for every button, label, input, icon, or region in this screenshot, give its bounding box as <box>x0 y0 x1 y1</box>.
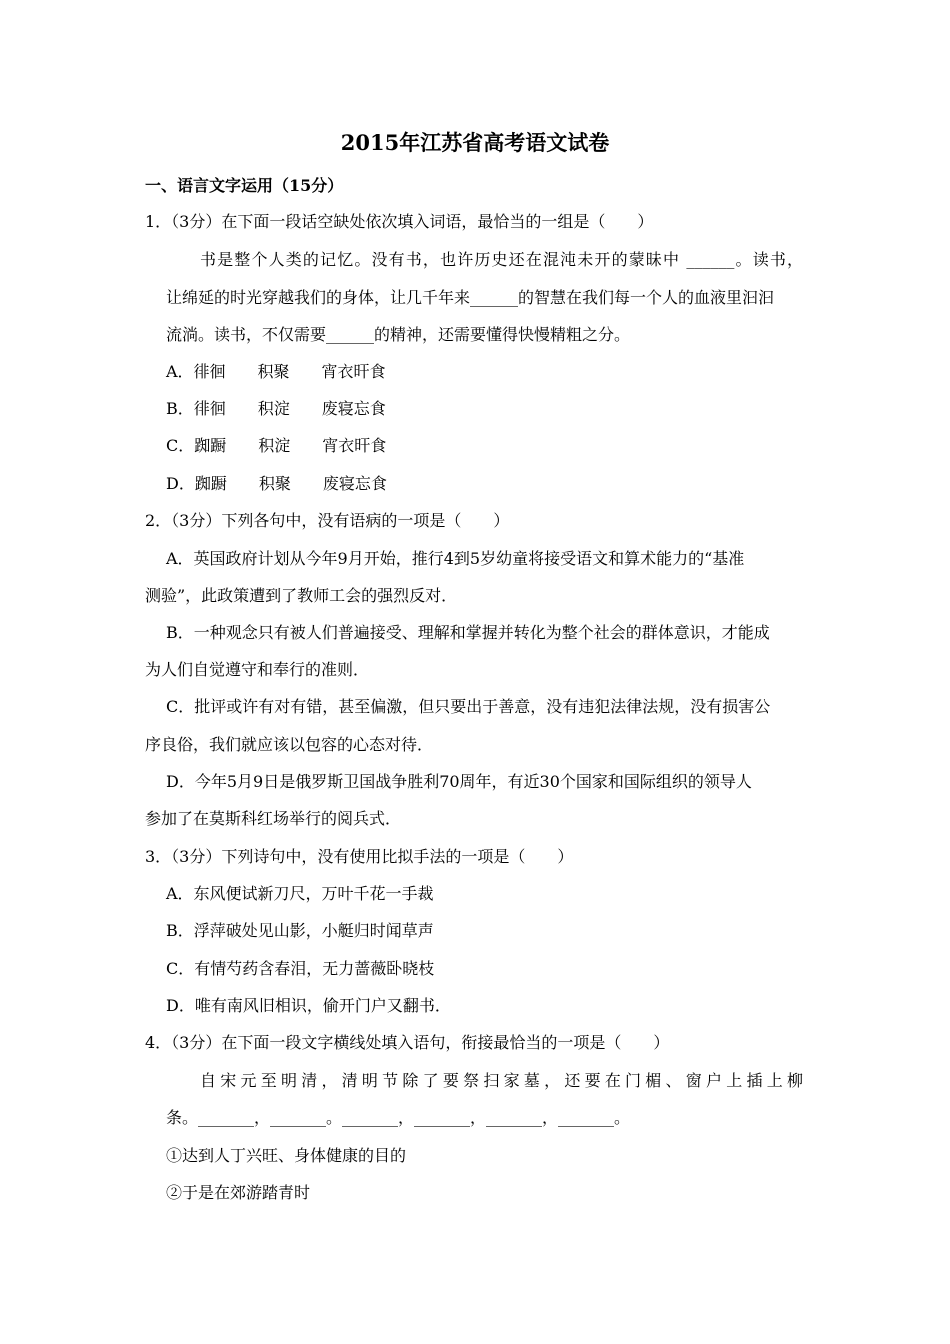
question-1-passage-line: 让绵延的时光穿越我们的身体，让几千年来______的智慧在我们每一个人的血液里汩汩 <box>166 288 775 307</box>
question-4-passage-line: 条。_______，_______。_______，_______，_______，_______。 <box>166 1108 631 1127</box>
question-1-passage-line: 书是整个人类的记忆。没有书，也许历史还在混沌未开的蒙昧中 ______。读书， <box>200 250 803 269</box>
question-2-option-d-cont: 参加了在莫斯科红场举行的阅兵式． <box>145 809 402 828</box>
question-2-option-a-cont: 测验”，此政策遭到了教师工会的强烈反对． <box>145 586 458 605</box>
question-2-option-c: C．批评或许有对有错，甚至偏激，但只要出于善意，没有违犯法律法规，没有损害公 <box>166 697 771 716</box>
question-1-passage-line: 流淌。读书，不仅需要______的精神，还需要懂得快慢精粗之分。 <box>166 325 631 344</box>
question-3-option-c: C．有情芍药含春泪，无力蔷薇卧晓枝 <box>166 959 435 978</box>
question-1-stem: 1．（3分）在下面一段话空缺处依次填入词语，最恰当的一组是（ ） <box>145 212 654 231</box>
question-3-option-a: A．东风便试新刀尺，万叶千花一手裁 <box>166 884 434 903</box>
question-3-option-b: B．浮萍破处见山影，小艇归时闻草声 <box>166 921 434 940</box>
section-heading: 一、语言文字运用（15分） <box>145 176 344 195</box>
question-2-stem: 2．（3分）下列各句中，没有语病的一项是（ ） <box>145 511 510 530</box>
question-1-option-b: B．徘徊 积淀 废寝忘食 <box>166 399 386 418</box>
question-4-stem: 4．（3分）在下面一段文字横线处填入语句，衔接最恰当的一项是（ ） <box>145 1033 670 1052</box>
question-3-option-d: D．唯有南风旧相识，偷开门户又翻书． <box>166 996 451 1015</box>
question-2-option-b: B．一种观念只有被人们普遍接受、理解和掌握并转化为整个社会的群体意识，才能成 <box>166 623 770 642</box>
question-1-option-a: A．徘徊 积聚 宵衣旰食 <box>166 362 386 381</box>
question-2-option-b-cont: 为人们自觉遵守和奉行的准则． <box>145 660 370 679</box>
question-2-option-c-cont: 序良俗，我们就应该以包容的心态对待． <box>145 735 434 754</box>
question-3-stem: 3．（3分）下列诗句中，没有使用比拟手法的一项是（ ） <box>145 847 574 866</box>
question-2-option-a: A．英国政府计划从今年9月开始，推行4到5岁幼童将接受语文和算术能力的“基准 <box>166 549 745 568</box>
question-1-option-d: D．踟蹰 积聚 废寝忘食 <box>166 474 387 493</box>
question-1-option-c: C．踟蹰 积淀 宵衣旰食 <box>166 436 387 455</box>
question-4-item-1: ①达到人丁兴旺、身体健康的目的 <box>166 1146 407 1165</box>
question-4-passage-line: 自宋元至明清，清明节除了要祭扫家墓，还要在门楣、窗户上插上柳 <box>200 1071 803 1090</box>
question-4-item-2: ②于是在郊游踏青时 <box>166 1183 311 1202</box>
question-2-option-d: D．今年5月9日是俄罗斯卫国战争胜利70周年，有近30个国家和国际组织的领导人 <box>166 772 752 791</box>
page-title: 2015年江苏省高考语文试卷 <box>340 130 610 155</box>
